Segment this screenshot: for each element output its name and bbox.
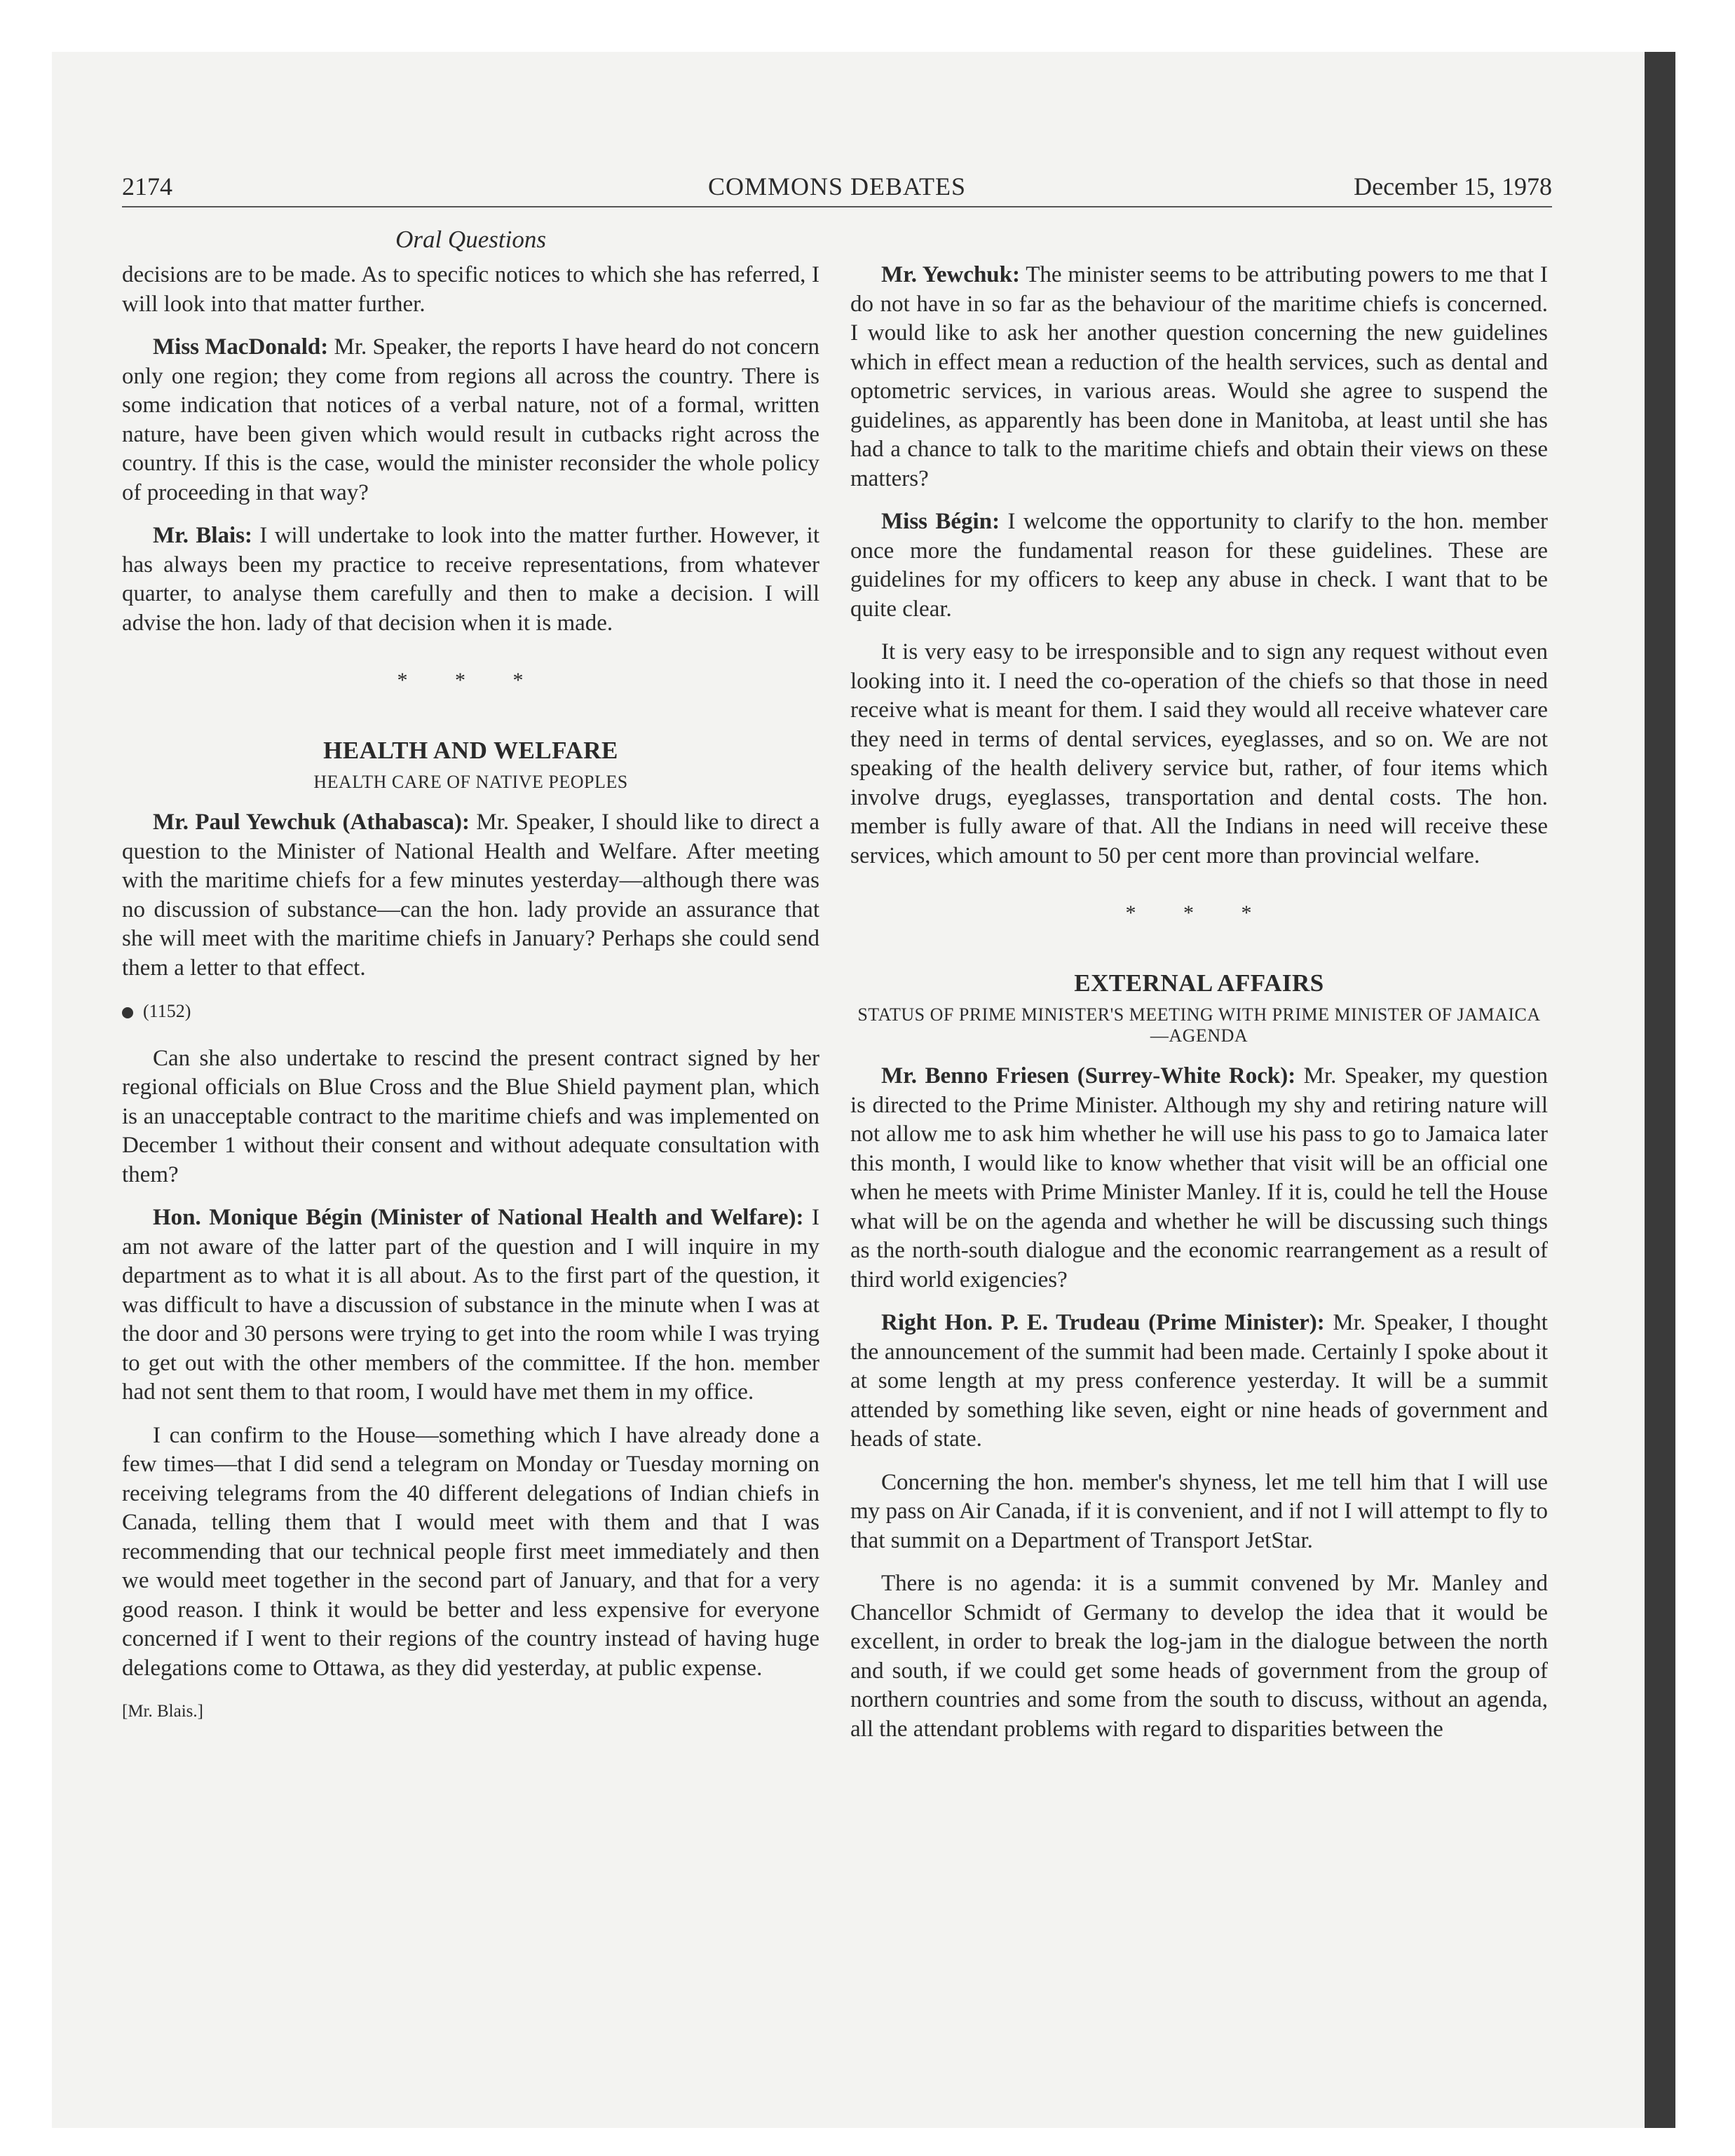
speech-text: I am not aware of the latter part of the question and I will inquire in my department as to what it is all about. As to the first part of the question, it was difficult to have a discussion of substance in the minute when I was at the door and 30 persons were trying to get into the room while I was trying to get out with the other members of the committee. If the hon. member had not sent them to that room, I would have met them in my office. (122, 1205, 819, 1405)
section-divider: * * * (1125, 901, 1273, 925)
speech-text: Mr. Speaker, the reports I have heard do not concern only one region; they come from regions all across the country. There is some indication that notices of a verbal nature, not of a formal, written nature, have been given which would result in cutbacks right across the country. If this is the case, would the minister reconsider the whole policy of proceeding in that way? (122, 334, 819, 505)
section-heading: EXTERNAL AFFAIRS (1074, 969, 1324, 997)
speaker-name: Miss MacDonald: (153, 334, 329, 360)
paragraph (122, 521, 819, 638)
paragraph (850, 1309, 1548, 1454)
speech-text: The minister seems to be attributing powers to me that I do not have in so far as the behaviour of the maritime chiefs is concerned. I would like to ask her another question concerning the new guidelines which in effect mean a reduction of the health services, such as dental and optometric services, in various areas. Would she agree to suspend the guidelines, as apparently has been done in Manitoba, at least until she has had a chance to talk to the maritime chiefs and obtain their views on these matters? (850, 262, 1548, 491)
paragraph (850, 261, 1548, 493)
paragraph: It is very easy to be irresponsible and to sign any request without even looking into it. I need the co-operation of the chiefs so that those in need receive what is meant for them. I said they would all receive whatever care they need in terms of dental services, eyeglasses, and so on. We are not speaking of the health delivery service but, rather, of four items which involve drugs, eyeglasses, transportation and dental costs. The hon. member is fully aware of that. All the Indians in need will receive these services, which amount to 50 per cent more than provincial welfare. (850, 639, 1548, 868)
speaker-name: Hon. Monique Bégin (Minister of National Health and Welfare): (153, 1205, 804, 1230)
speech-text: I will undertake to look into the matter further. However, it has always been my practice to receive representations, from whatever quarter, to analyse them carefully and then to make a decision. I will advise the hon. lady of that decision when it is made. (122, 523, 819, 636)
speech-text: I welcome the opportunity to clarify to the hon. member once more the fundamental reason for these guidelines. These are guidelines for my officers to keep any abuse in check. I want that to be quite clear. (850, 509, 1548, 622)
publication-title: COMMONS DEBATES (707, 172, 967, 200)
left-column (122, 261, 819, 1726)
speech-text: Mr. Speaker, I should like to direct a question to the Minister of National Health and Welfare. After meeting with the maritime chiefs for a few minutes yesterday—although there was no discussion of substance—can the hon. lady provide an assurance that she will meet with the maritime chiefs in January? Perhaps she could send them a letter to that effect. (122, 810, 819, 981)
footer-note: [Mr. Blais.] (122, 1702, 203, 1721)
paragraph (850, 1062, 1548, 1295)
page-number: 2174 (122, 172, 172, 200)
section-label: Oral Questions (395, 226, 546, 253)
paragraph (850, 507, 1548, 624)
speech-text: Mr. Speaker, I thought the announcement of the summit had been made. Certainly I spoke about it at some length at my press conference yesterday. It will be a summit attended by something like seven, eight or nine heads of government and heads of state. (850, 1310, 1548, 1452)
right-column (850, 261, 1548, 1758)
paragraph: I can confirm to the House—something which I have already done a few times—that I did send a telegram on Monday or Tuesday morning on receiving telegrams from the 40 different delegations of Indian chiefs in Canada, telling them that I would meet with them and that I was recommending that our technical people first meet immediately and then we would meet together in the second part of January, and that for a very good reason. I think it would be better and less expensive for everyone concerned if I went to their regions of the country instead of having huge delegations come to Ottawa, as they did yesterday, at public expense. (122, 1422, 819, 1681)
page-date: December 15, 1978 (1354, 172, 1552, 200)
speaker-name: Mr. Yewchuk: (881, 262, 1020, 287)
binding-edge (1645, 52, 1675, 2128)
paragraph (122, 1203, 819, 1407)
paragraph: decisions are to be made. As to specific notices to which she has referred, I will look into that matter further. (122, 262, 819, 317)
page-header (122, 172, 1552, 207)
speaker-name: Right Hon. P. E. Trudeau (Prime Minister): (881, 1310, 1325, 1335)
section-subheading: STATUS OF PRIME MINISTER'S MEETING WITH PRIME MINISTER OF JAMAICA—AGENDA (857, 1004, 1541, 1046)
speaker-name: Miss Bégin: (881, 509, 1000, 534)
paragraph (122, 808, 819, 983)
speaker-name: Mr. Benno Friesen (Surrey-White Rock): (881, 1063, 1296, 1089)
speaker-name: Mr. Paul Yewchuk (Athabasca): (153, 810, 470, 835)
paragraph (122, 333, 819, 507)
paragraph: There is no agenda: it is a summit convened by Mr. Manley and Chancellor Schmidt of Germany to develop the idea that it would be excellent, in order to break the log-jam in the dialogue between the north and south, if we could get some heads of government from the group of northern countries and some from the south to discuss, without an agenda, all the attendant problems with regard to disparities between the (850, 1571, 1548, 1742)
paragraph: Can she also undertake to rescind the present contract signed by her regional officials on Blue Cross and the Blue Shield payment plan, which is an unacceptable contract to the maritime chiefs and was implemented on December 1 without their consent and without adequate consultation with them? (122, 1045, 819, 1187)
bullet-dot-icon (122, 1007, 133, 1018)
time-marker-text: (1152) (143, 1001, 191, 1021)
section-divider: * * * (397, 669, 545, 692)
section-heading: HEALTH AND WELFARE (323, 736, 618, 764)
speaker-name: Mr. Blais: (153, 523, 253, 548)
speech-text: Mr. Speaker, my question is directed to the Prime Minister. Although my shy and retiring nature will not allow me to ask him whether he will use his pass to go to Jamaica later this month, I would like to know whether that visit will be an official one when he meets with Prime Minister Manley. If it is, could he tell the House what will be on the agenda and whether he will be discussing such things as the north-south dialogue and the economic rearrangement as a result of third world exigencies? (850, 1063, 1548, 1292)
paragraph: Concerning the hon. member's shyness, let me tell him that I will use my pass on Air Canada, if it is convenient, and if not I will attempt to fly to that summit on a Department of Transport JetStar. (850, 1469, 1548, 1553)
section-subheading: HEALTH CARE OF NATIVE PEOPLES (313, 772, 628, 792)
time-marker (122, 997, 819, 1026)
